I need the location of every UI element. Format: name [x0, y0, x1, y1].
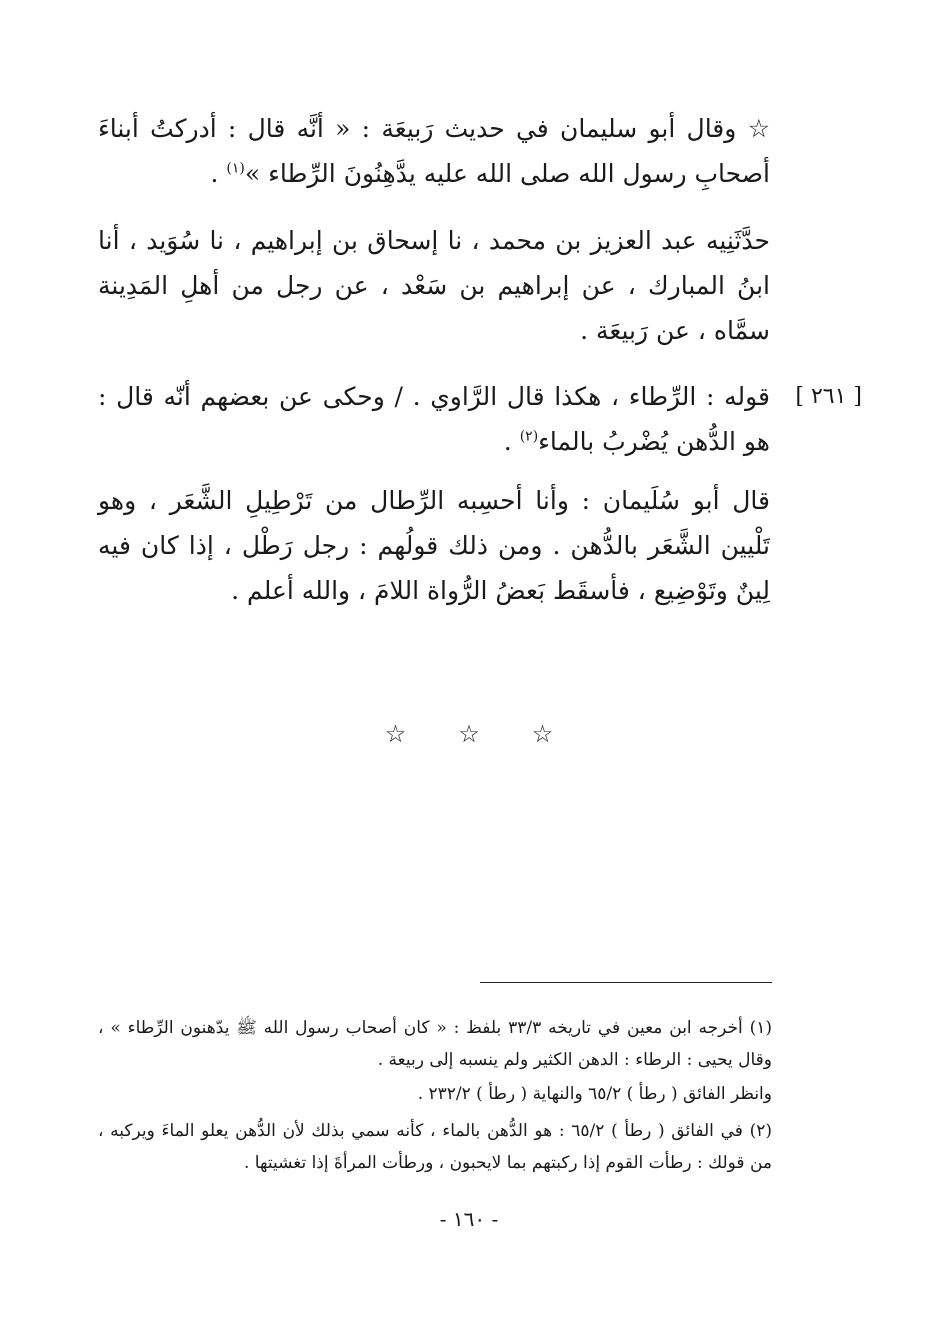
margin-page-marker: [ ٢٦١ ] — [795, 384, 862, 409]
paragraph-end: . — [210, 159, 227, 188]
star-icon: ☆ — [458, 720, 480, 748]
section-divider-stars — [0, 720, 938, 748]
footnote-2: (٢) في الفائق ( رطأ ) ٦٥/٢ : هو الدُّهن بالماء ، كأنه سمي بذلك لأن الدُّهن يعلو الماءَ ويركبه ، من قولك : رطأت القوم إذا ركبتهم بما لايحبون ، ورطأت المرأةَ إذا تغشيتها . — [98, 1121, 772, 1173]
paragraph-hadith-rabia — [98, 106, 770, 196]
paragraph-end: . — [503, 427, 520, 456]
star-icon: ☆ — [384, 720, 407, 748]
footnote-ref-1[interactable]: (١) — [226, 160, 245, 177]
paragraph-isnad — [98, 218, 770, 353]
footnote-1: (١) أخرجه ابن معين في تاريخه ٣٣/٣ بلفظ : « كان أصحاب رسول الله ﷺ يدّهنون الرِّطاء » ، وقال يحيى : الرطاء : الدهن الكثير ولم ينسبه إلى ربيعة . — [98, 1018, 772, 1070]
footnote-separator — [480, 982, 772, 983]
paragraph-text: ☆ وقال أبو سليمان في حديث رَبيعَة : « أنَّه قال : أدركتُ أبناءَ أصحابِ رسول الله صلى الله عليه يدَّهِنُونَ الرِّطاء » — [98, 114, 770, 188]
paragraph-explanation — [98, 374, 770, 464]
paragraph-text: قال أبو سُلَيمان : وأنا أحسِبه الرِّطال من تَرْطِيلِ الشَّعَر ، وهو تَلْيين الشَّعَر بالدُّهن . ومن ذلك قولُهم : رجل رَطْل ، إذا كان فيه لِينٌ وتَوْضِيع ، فأسقَط بَعضُ الرُّواة اللامَ ، والله أعلم . — [98, 486, 770, 605]
star-icon: ☆ — [531, 720, 554, 748]
footnote-1-continuation: وانظر الفائق ( رطأ ) ٦٥/٢ والنهاية ( رطأ ) ٢٣٢/٢ . — [417, 1084, 772, 1104]
page-number: - ١٦٠ - — [439, 1207, 499, 1231]
paragraph-text: قوله : الرِّطاء ، هكذا قال الرَّاوي . / وحكى عن بعضهم أنّه قال : هو الدُّهن يُضْربُ بالماء — [98, 382, 770, 456]
paragraph-text: حدَّثَنِيه عبد العزيز بن محمد ، نا إسحاق بن إبراهيم ، نا سُوَيد ، أنا ابنُ المبارك ، عن إبراهيم بن سَعْد ، عن رجل من أهلِ المَدِينة سمَّاه ، عن رَبيعَة . — [98, 226, 770, 345]
footnote-ref-2[interactable]: (٢) — [519, 428, 539, 445]
paragraph-abu-sulayman — [98, 478, 770, 613]
